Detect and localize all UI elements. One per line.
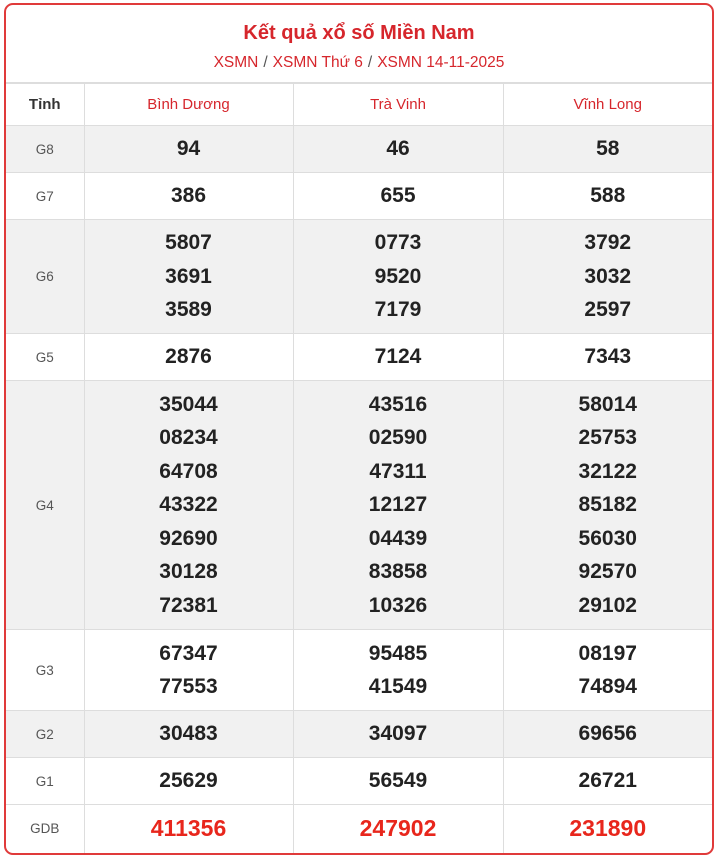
- prize-cell: [293, 381, 503, 630]
- province-header-binh-duong[interactable]: Bình Dương: [84, 84, 293, 126]
- prize-cell: [84, 630, 293, 711]
- prize-label: G8: [6, 126, 84, 173]
- table-row: [6, 805, 712, 853]
- province-column-header: Tỉnh: [6, 84, 84, 126]
- prize-number: 386: [170, 184, 207, 208]
- prize-label: G3: [6, 630, 84, 711]
- prize-cell: [503, 173, 712, 220]
- prize-number: 3589: [165, 298, 212, 322]
- prize-number: 10326: [368, 593, 428, 617]
- prize-number: 34097: [368, 722, 428, 746]
- table-row: [6, 630, 712, 711]
- prize-number: 95485: [368, 641, 428, 665]
- prize-label: G7: [6, 173, 84, 220]
- prize-number: 58: [596, 137, 620, 161]
- prize-number: 25629: [159, 769, 218, 793]
- prize-number: 32122: [578, 459, 637, 483]
- prize-cell: [293, 173, 503, 220]
- prize-cell: [503, 630, 712, 711]
- prize-cell: [293, 758, 503, 805]
- prize-number: 3691: [165, 264, 212, 288]
- prize-number: 92570: [578, 560, 637, 584]
- prize-number: 12127: [368, 493, 428, 517]
- prize-number: 02590: [368, 426, 428, 450]
- breadcrumb-separator: /: [367, 54, 373, 71]
- prize-number: 56549: [368, 769, 428, 793]
- prize-number: 72381: [159, 593, 218, 617]
- prize-cell: [84, 173, 293, 220]
- prize-cell: [84, 381, 293, 630]
- prize-number: 5807: [165, 231, 212, 255]
- table-row: [6, 173, 712, 220]
- prize-number: 2597: [584, 298, 632, 322]
- prize-number: 26721: [578, 769, 637, 793]
- table-header-row: [6, 84, 712, 126]
- special-prize-number: 231890: [569, 815, 647, 841]
- prize-number: 92690: [159, 526, 218, 550]
- prize-number: 67347: [159, 641, 218, 665]
- prize-cell: [503, 381, 712, 630]
- prize-number: 30483: [159, 722, 218, 746]
- prize-number: 2876: [165, 345, 212, 369]
- prize-number: 3032: [584, 264, 632, 288]
- breadcrumb-link-xsmn-date[interactable]: XSMN 14-11-2025: [377, 54, 505, 71]
- prize-label: GDB: [6, 805, 84, 853]
- prize-number: 3792: [584, 231, 632, 255]
- prize-number: 25753: [578, 426, 637, 450]
- prize-number: 7343: [584, 345, 632, 369]
- prize-number: 30128: [159, 560, 218, 584]
- prize-cell: [293, 126, 503, 173]
- breadcrumb-link-xsmn[interactable]: XSMN: [213, 54, 259, 71]
- prize-number: 94: [176, 137, 201, 161]
- prize-number: 43322: [159, 493, 218, 517]
- results-card: [4, 3, 714, 855]
- table-row: [6, 381, 712, 630]
- prize-number: 08234: [159, 426, 218, 450]
- prize-label: G2: [6, 711, 84, 758]
- special-prize-number: 411356: [150, 815, 227, 841]
- prize-number: 35044: [159, 392, 218, 416]
- prize-number: 46: [386, 137, 410, 161]
- prize-number: 41549: [368, 675, 428, 698]
- prize-cell: [503, 220, 712, 334]
- results-header: [6, 5, 712, 83]
- results-table: [6, 83, 712, 853]
- prize-cell: [503, 758, 712, 805]
- prize-number: 74894: [578, 675, 637, 698]
- prize-number: 69656: [578, 722, 637, 746]
- prize-number: 83858: [368, 560, 428, 584]
- prize-cell: [84, 334, 293, 381]
- prize-number: 43516: [368, 392, 428, 416]
- prize-cell: [503, 334, 712, 381]
- table-row: [6, 126, 712, 173]
- breadcrumb: [6, 53, 712, 73]
- prize-cell: [293, 711, 503, 758]
- prize-cell: [503, 805, 712, 853]
- table-row: [6, 220, 712, 334]
- prize-number: 56030: [578, 526, 637, 550]
- prize-cell: [503, 711, 712, 758]
- prize-label: G4: [6, 381, 84, 630]
- prize-cell: [84, 758, 293, 805]
- prize-number: 47311: [369, 459, 427, 483]
- page-title: Kết quả xổ số Miền Nam: [243, 22, 475, 44]
- prize-number: 655: [380, 184, 416, 208]
- province-header-tra-vinh[interactable]: Trà Vinh: [293, 84, 503, 126]
- prize-number: 08197: [578, 641, 637, 665]
- prize-number: 588: [590, 184, 626, 208]
- table-row: [6, 711, 712, 758]
- special-prize-number: 247902: [359, 815, 437, 841]
- prize-cell: [84, 711, 293, 758]
- prize-cell: [84, 126, 293, 173]
- prize-number: 0773: [374, 231, 422, 255]
- prize-number: 77553: [159, 675, 218, 698]
- prize-number: 04439: [368, 526, 428, 550]
- prize-number: 58014: [578, 392, 637, 416]
- prize-number: 64708: [159, 459, 218, 483]
- prize-cell: [293, 220, 503, 334]
- breadcrumb-separator: /: [263, 54, 268, 71]
- prize-label: G1: [6, 758, 84, 805]
- results-body: [6, 126, 712, 853]
- prize-cell: [293, 805, 503, 853]
- prize-label: G6: [6, 220, 84, 334]
- prize-cell: [84, 805, 293, 853]
- prize-number: 7124: [374, 345, 422, 369]
- prize-number: 85182: [578, 493, 637, 517]
- prize-number: 7179: [374, 298, 422, 322]
- table-row: [6, 758, 712, 805]
- prize-cell: [293, 334, 503, 381]
- prize-cell: [84, 220, 293, 334]
- prize-number: 29102: [578, 593, 637, 617]
- table-row: [6, 334, 712, 381]
- prize-cell: [293, 630, 503, 711]
- breadcrumb-link-xsmn-thu-6[interactable]: XSMN Thứ 6: [272, 54, 363, 71]
- prize-label: G5: [6, 334, 84, 381]
- prize-cell: [503, 126, 712, 173]
- prize-number: 9520: [374, 264, 422, 288]
- province-header-vinh-long[interactable]: Vĩnh Long: [503, 84, 712, 126]
